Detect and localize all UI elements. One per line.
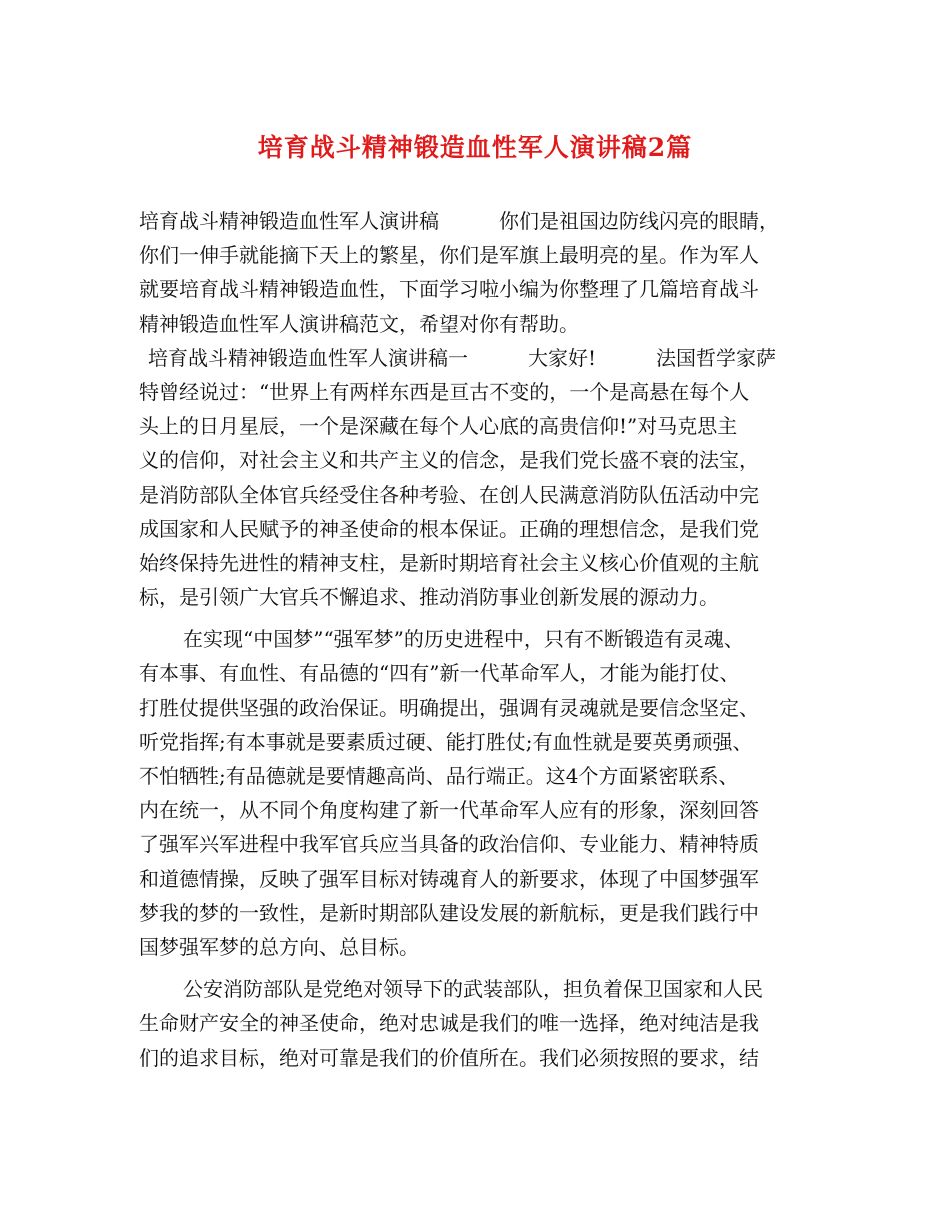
text-line: 和道德情操，反映了强军目标对铸魂育人的新要求，体现了中国梦强军	[139, 866, 759, 891]
text-line: 头上的日月星辰，一个是深藏在每个人心底的高贵信仰!”对马克思主	[139, 414, 738, 439]
text-line: 听党指挥;有本事就是要素质过硬、能打胜仗;有血性就是要英勇顽强、	[139, 729, 753, 754]
text-line: 是消防部队全体官兵经受住各种考验、在创人民满意消防队伍活动中完	[139, 482, 759, 507]
text-line: 你们一伸手就能摘下天上的繁星，你们是军旗上最明亮的星。作为军人	[139, 243, 759, 268]
text-line: 国梦强军梦的总方向、总目标。	[139, 934, 419, 959]
text-line: 公安消防部队是党绝对领导下的武装部队，担负着保卫国家和人民	[183, 977, 763, 1002]
text-line: 在实现“中国梦”“强军梦”的历史进程中，只有不断锻造有灵魂、	[183, 627, 744, 652]
text-line: 不怕牺牲;有品德就是要情趣高尚、品行端正。这4个方面紧密联系、	[139, 764, 739, 788]
document-body	[139, 204, 819, 1075]
text-line: 打胜仗提供坚强的政治保证。明确提出，强调有灵魂就是要信念坚定、	[139, 695, 759, 720]
text-line: 梦我的梦的一致性，是新时期部队建设发展的新航标，更是我们践行中	[139, 900, 759, 925]
text-line: 内在统一，从不同个角度构建了新一代革命军人应有的形象，深刻回答	[139, 798, 759, 823]
text-line: 标，是引领广大官兵不懈追求、推动消防事业创新发展的源动力。	[139, 585, 719, 610]
text-line: 义的信仰，对社会主义和共产主义的信念，是我们党长盛不衰的法宝，	[139, 448, 759, 473]
text-line: 精神锻造血性军人演讲稿范文，希望对你有帮助。	[139, 311, 579, 336]
text-line: 培育战斗精神锻造血性军人演讲稿 你们是祖国边防线闪亮的眼睛，	[139, 209, 779, 233]
text-line: 有本事、有血性、有品德的“四有”新一代革命军人，才能为能打仗、	[139, 661, 740, 686]
text-line: 生命财产安全的神圣使命，绝对忠诚是我们的唯一选择，绝对纯洁是我	[139, 1011, 759, 1036]
paragraph-gap	[139, 964, 819, 972]
text-line: 就要培育战斗精神锻造血性，下面学习啦小编为你整理了几篇培育战斗	[139, 277, 759, 302]
text-line: 始终保持先进性的精神支柱，是新时期培育社会主义核心价值观的主航	[139, 550, 759, 575]
text-line: 成国家和人民赋予的神圣使命的根本保证。正确的理想信念，是我们党	[139, 516, 759, 541]
text-line: 培育战斗精神锻造血性军人演讲稿一 大家好! 法国哲学家萨	[148, 345, 777, 370]
paragraph-gap	[139, 614, 819, 622]
text-line: 们的追求目标，绝对可靠是我们的价值所在。我们必须按照的要求，结	[139, 1045, 759, 1070]
text-line: 了强军兴军进程中我军官兵应当具备的政治信仰、专业能力、精神特质	[139, 832, 759, 857]
text-line: 特曾经说过：“世界上有两样东西是亘古不变的，一个是高悬在每个人	[139, 379, 750, 404]
document-title: 培育战斗精神锻造血性军人演讲稿2篇	[257, 133, 693, 162]
